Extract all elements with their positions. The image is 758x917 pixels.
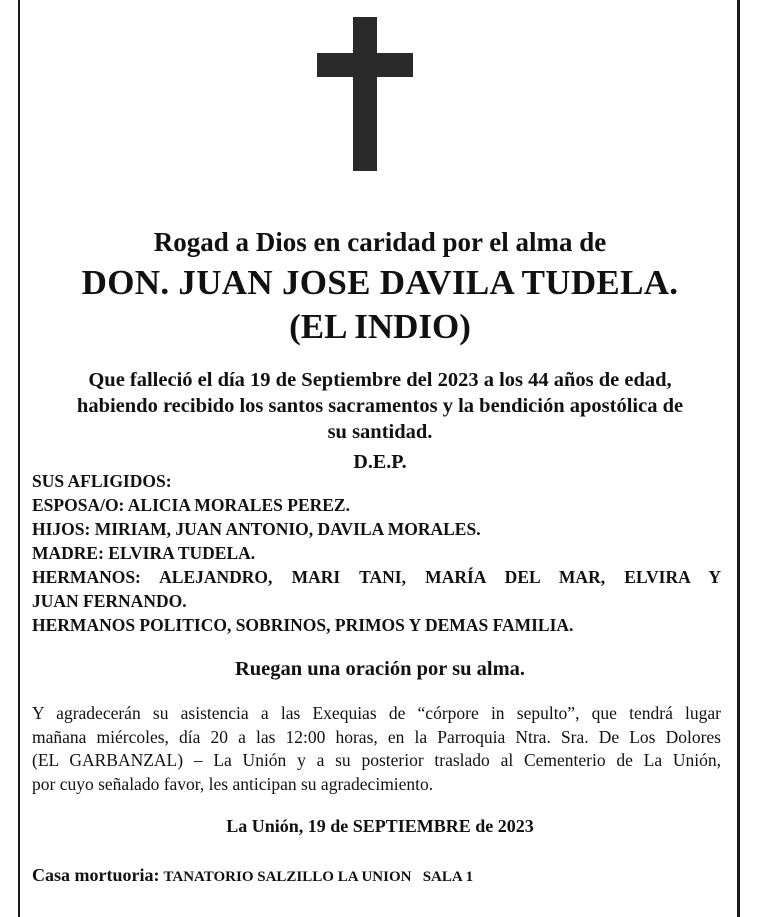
rip-text: D.E.P. [353,451,407,473]
mourners-others: HERMANOS POLITICO, SOBRINOS, PRIMOS Y DEMAS FAMILIA. [32,615,574,635]
mourners-siblings-cont: JUAN FERNANDO. [32,591,187,611]
mourners-spouse: ESPOSA/O: ALICIA MORALES PEREZ. [32,495,350,515]
death-notice-line: Que falleció el día 19 de Septiembre del 2023 a los 44 años de edad, [88,369,672,391]
funeral-home-value: TANATORIO SALZILLO LA UNION SALA 1 [163,869,474,885]
funeral-details-line: (EL GARBANZAL) – La Unión y a su posterior traslado al Cementerio de La Unión, [32,750,721,770]
mourners-siblings: HERMANOS: ALEJANDRO, MARI TANI, MARÍA DEL MAR, ELVIRA Y [32,567,721,587]
cross-icon [317,17,413,171]
mourners-children: HIJOS: MIRIAM, JUAN ANTONIO, DAVILA MORALES. [32,519,481,539]
mourners-heading: SUS AFLIGIDOS: [32,471,172,491]
mourners-list [32,469,721,637]
invocation-line: Rogad a Dios en caridad por el alma de [153,227,607,257]
place-date: La Unión, 19 de SEPTIEMBRE de 2023 [226,816,534,836]
death-notice [30,367,730,445]
funeral-details [32,702,721,796]
funeral-home [32,863,473,889]
prayer-request: Ruegan una oración por su alma. [234,658,526,680]
funeral-details-line: por cuyo señalado favor, les anticipan su agradecimiento. [32,773,434,794]
page-border-right [737,0,740,917]
mourners-mother: MADRE: ELVIRA TUDELA. [32,543,256,563]
funeral-details-line: Y agradecerán su asistencia a las Exequias de “córpore in sepulto”, que tendrá lugar [32,703,721,723]
funeral-details-line: mañana miércoles, día 20 a las 12:00 horas, en la Parroquia Ntra. Sra. De Los Dolores [32,726,721,747]
death-notice-line: habiendo recibido los santos sacramentos y la bendición apostólica de [76,395,684,417]
deceased-nickname: (EL INDIO) [289,307,471,346]
death-notice-line: su santidad. [327,421,433,443]
funeral-home-label: Casa mortuoria: [32,865,160,885]
page-border-left [18,0,20,917]
deceased-name: DON. JUAN JOSE DAVILA TUDELA. [81,263,679,302]
